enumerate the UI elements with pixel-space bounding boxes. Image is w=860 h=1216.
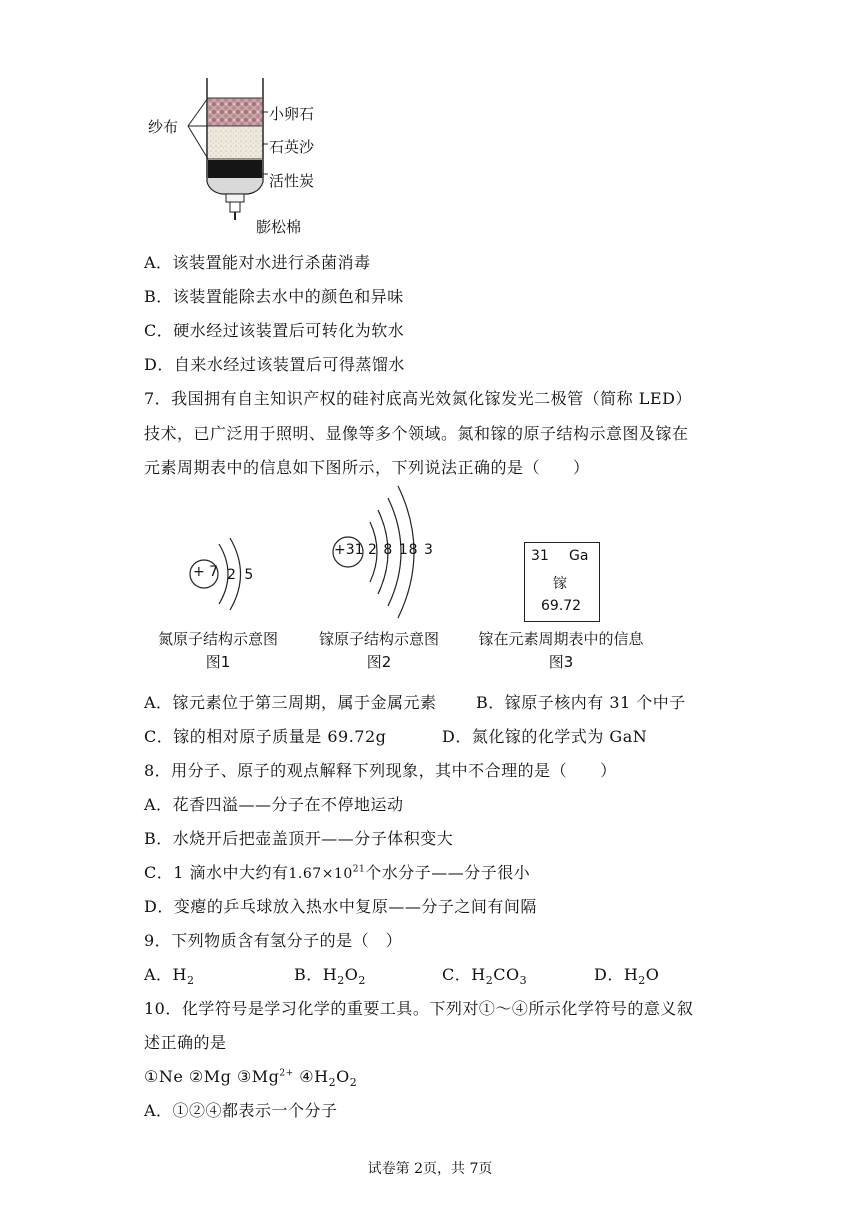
q9-option-b-text: B．H <box>294 965 338 984</box>
fig3-mass: 69.72 <box>541 598 582 614</box>
q9-option-b <box>294 965 366 988</box>
q10-stem-line1: 10．化学符号是学习化学的重要工具。下列对①～④所示化学符号的意义叙 <box>144 999 694 1018</box>
fig3-caption: 镓在元素周期表中的信息 <box>478 630 644 648</box>
q9-stem: 9．下列物质含有氢分子的是（ ） <box>144 931 403 950</box>
q9-option-c-text: C．H <box>442 965 486 984</box>
q9-option-b-sub1: 2 <box>337 974 345 988</box>
q7-option-d: D．氮化镓的化学式为 GaN <box>442 727 648 746</box>
q9-option-c <box>442 965 528 988</box>
q6-option-d: D．自来水经过该装置后可得蒸馏水 <box>144 355 405 374</box>
q9-option-d-text: D．H <box>594 965 639 984</box>
fig3-element-cell <box>524 542 600 622</box>
q9-option-c-mid: CO <box>493 965 520 984</box>
q9-option-d <box>594 965 660 988</box>
fig2-shells: 2 8 18 3 <box>368 542 434 558</box>
q8-option-b: B．水烧开后把壶盖顶开——分子体积变大 <box>144 829 454 848</box>
q7-stem-line3: 元素周期表中的信息如下图所示，下列说法正确的是（ ） <box>144 458 590 477</box>
q7-option-c: C．镓的相对原子质量是 69.72g <box>144 727 387 746</box>
activated-carbon-label: 活性炭 <box>269 172 315 190</box>
q9-option-b-mid: O <box>344 965 359 984</box>
quartz-sand-label: 石英沙 <box>269 138 315 156</box>
fig3-atomic-number: 31 <box>531 548 549 564</box>
q7-stem-line1: 7．我国拥有自主知识产权的硅衬底高光效氮化镓发光二极管（简称 LED） <box>144 389 692 408</box>
fig2-gallium-atom <box>328 484 438 624</box>
q6-option-a: A．该装置能对水进行杀菌消毒 <box>144 253 371 272</box>
q9-option-b-sub2: 2 <box>358 974 366 988</box>
q9-option-c-sub2: 3 <box>519 974 528 988</box>
q7-option-a: A．镓元素位于第三周期，属于金属元素 <box>144 693 437 712</box>
q9-option-d-sub: 2 <box>638 974 646 988</box>
q8-option-a: A．花香四溢——分子在不停地运动 <box>144 795 404 814</box>
fig3-name: 镓 <box>553 576 567 592</box>
q8-option-c <box>144 863 530 884</box>
q10-symbols-sub2: 2 <box>349 1076 358 1090</box>
q8-stem: 8．用分子、原子的观点解释下列现象，其中不合理的是（ ） <box>144 761 617 780</box>
fig3-label: 图3 <box>548 653 574 671</box>
fig2-caption: 镓原子结构示意图 <box>318 630 439 648</box>
q6-option-b: B．该装置能除去水中的颜色和异味 <box>144 287 404 306</box>
q9-option-a <box>144 965 195 988</box>
q8-option-c-exponent: 21 <box>352 864 366 875</box>
fig3-symbol: Ga <box>569 548 589 564</box>
pebble-label: 小卵石 <box>269 105 315 123</box>
q9-option-a-sub: 2 <box>187 974 195 988</box>
q10-stem-line2: 述正确的是 <box>144 1033 227 1052</box>
fig2-label: 图2 <box>366 653 392 671</box>
fig1-shells: 2 5 <box>227 567 256 583</box>
filter-figure <box>140 70 340 240</box>
fig1-label: 图1 <box>205 653 231 671</box>
fig2-nucleus: +31 <box>334 542 364 558</box>
gauze-label: 纱布 <box>148 118 179 136</box>
q10-symbols-sub1: 2 <box>328 1076 337 1090</box>
q7-stem-line2: 技术，已广泛用于照明、显像等多个领域。氮和镓的原子结构示意图及镓在 <box>144 424 689 443</box>
q9-option-c-sub1: 2 <box>485 974 494 988</box>
q8-option-c-number: 1.67×10 <box>288 866 353 882</box>
fig1-nucleus: + 7 <box>193 564 219 580</box>
cotton-label: 膨松棉 <box>256 218 302 236</box>
q7-option-b: B．镓原子核内有 31 个中子 <box>476 693 686 712</box>
q8-option-c-suffix: 个水分子——分子很小 <box>365 863 531 882</box>
q10-symbols-mid: ④H <box>293 1067 329 1086</box>
q10-symbols-sup: 2+ <box>279 1068 294 1079</box>
fig1-caption: 氮原子结构示意图 <box>157 630 278 648</box>
q8-option-d: D．变瘪的乒乓球放入热水中复原——分子之间有间隔 <box>144 897 537 916</box>
q8-option-c-prefix: C．1 滴水中大约有 <box>144 863 289 882</box>
fig1-nitrogen-atom <box>185 530 265 610</box>
page-footer: 试卷第 2页，共 7页 <box>367 1161 493 1177</box>
q10-symbols <box>144 1067 358 1090</box>
q10-symbols-o: O <box>336 1067 350 1086</box>
q9-option-d-end: O <box>645 965 660 984</box>
q10-option-a: A．①②④都表示一个分子 <box>144 1101 338 1120</box>
q9-option-a-text: A．H <box>144 965 188 984</box>
q6-option-c: C．硬水经过该装置后可转化为软水 <box>144 321 405 340</box>
q10-symbols-pre: ①Ne ②Mg ③Mg <box>144 1067 280 1086</box>
